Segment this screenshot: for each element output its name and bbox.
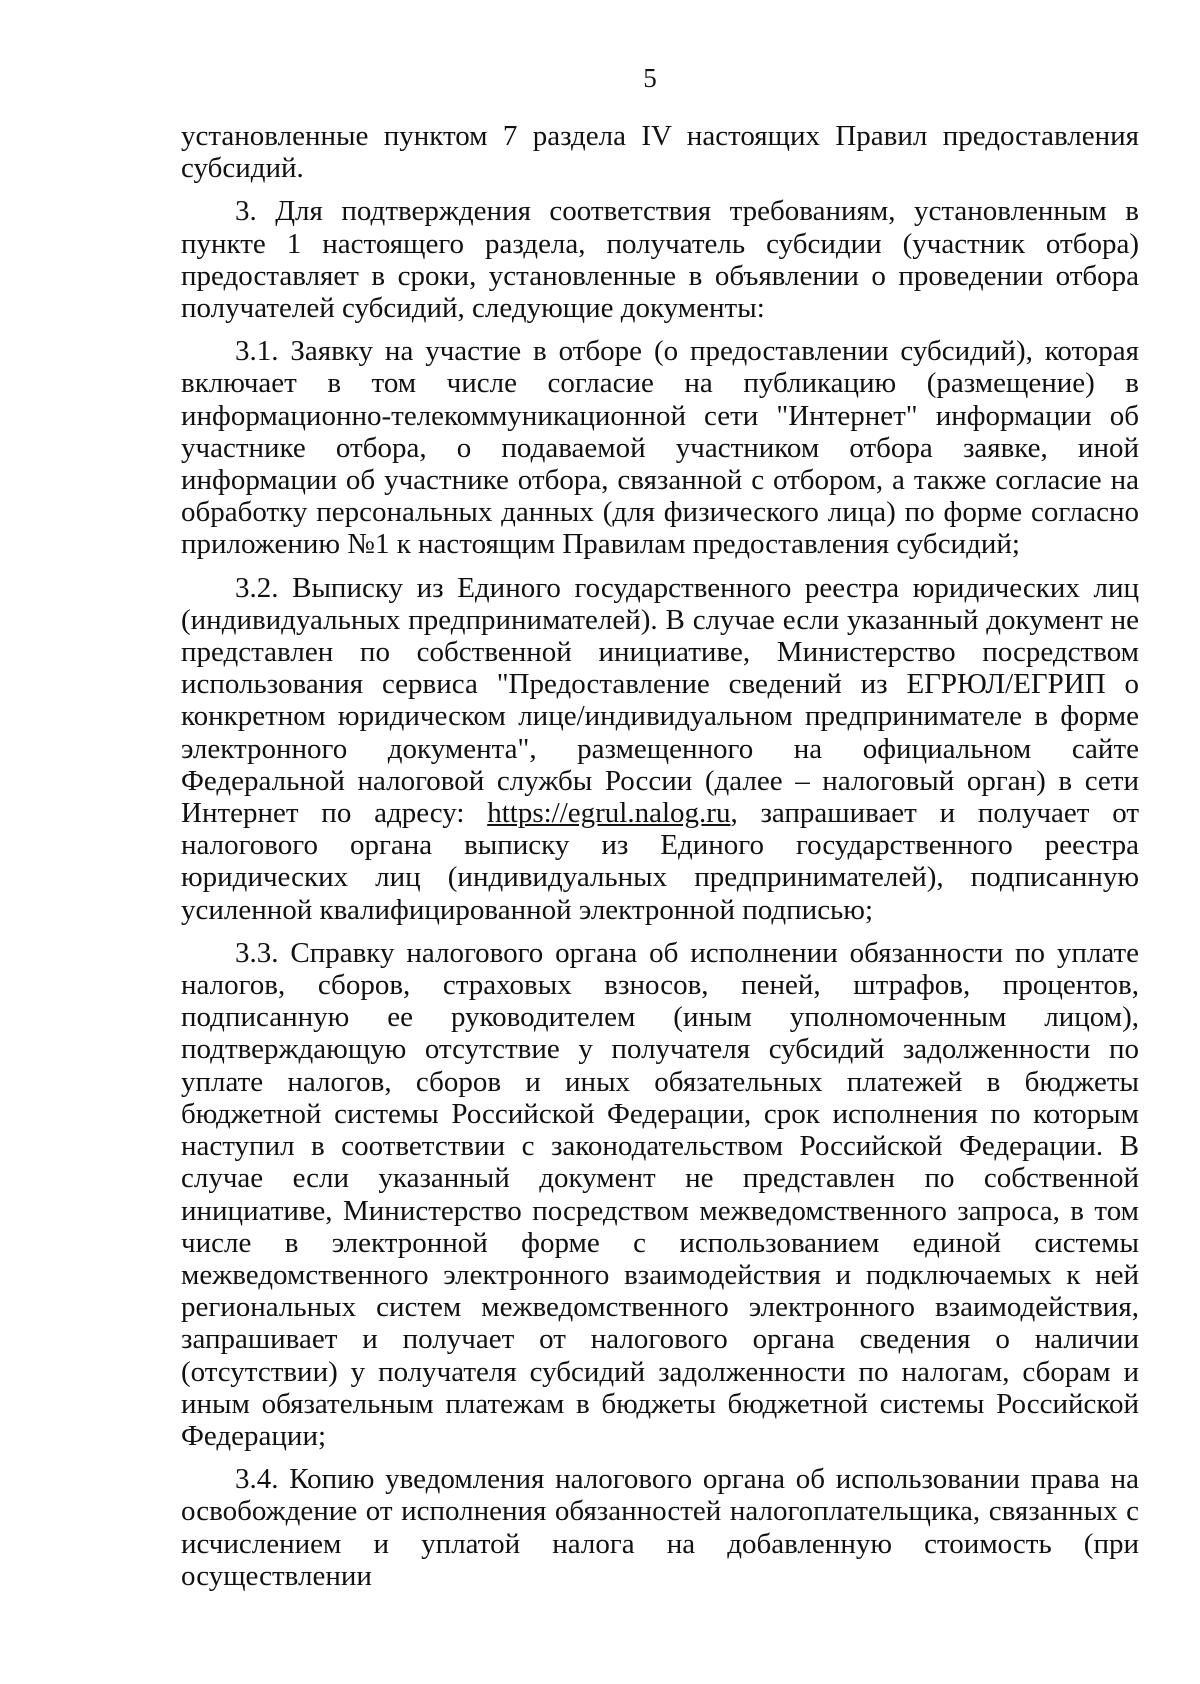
paragraph-item-3-2 <box>181 572 1139 926</box>
document-body <box>181 120 1139 1603</box>
paragraph-item-3-1: 3.1. Заявку на участие в отборе (о предоставлении субсидий), которая включает в том числе согласие на публикацию (размещение) в информационно-телекоммуникационной сети "Интернет" информации об участнике отбора, о подаваемой участником отбора заявке, иной информации об участнике отбора, связанной с отбором, а также согласие на обработку персональных данных (для физического лица) по форме согласно приложению №1 к настоящим Правилам предоставления субсидий; <box>181 335 1139 561</box>
paragraph-item-3-2-text-after: , запрашивает и получает от налогового органа выписку из Единого государственного реестра юридических лиц (индивидуальных предпринимателей), подписанную усиленной квалифицированной электронной подписью; <box>181 797 1139 926</box>
paragraph-item-3-3: 3.3. Справку налогового органа об исполнении обязанности по уплате налогов, сборов, страховых взносов, пеней, штрафов, процентов, подписанную ее руководителем (иным уполномоченным лицом), подтверждающую отсутствие у получателя субсидий задолженности по уплате налогов, сборов и иных обязательных платежей в бюджеты бюджетной системы Российской Федерации, срок исполнения по которым наступил в соответствии с законодательством Российской Федерации. В случае если указанный документ не представлен по собственной инициативе, Министерство посредством межведомственного запроса, в том числе в электронной форме с использованием единой системы межведомственного электронного взаимодействия и подключаемых к ней региональных систем межведомственного электронного взаимодействия, запрашивает и получает от налогового органа сведения о наличии (отсутствии) у получателя субсидий задолженности по налогам, сборам и иным обязательным платежам в бюджеты бюджетной системы Российской Федерации; <box>181 936 1139 1452</box>
paragraph-item-3-2-text-before: 3.2. Выписку из Единого государственного реестра юридических лиц (индивидуальных предпринимателей). В случае если указанный документ не представлен по собственной инициативе, Министерство посредством использования сервиса "Предоставление сведений из ЕГРЮЛ/ЕГРИП о конкретном юридическом лице/индивидуальном предпринимателе в форме электронного документа", размещенного на официальном сайте Федеральной налоговой службы России (далее – налоговый орган) в сети Интернет по адресу: <box>181 571 1139 830</box>
egrul-link[interactable]: https://egrul.nalog.ru <box>487 797 731 830</box>
paragraph-continuation: установленные пунктом 7 раздела IV настоящих Правил предоставления субсидий. <box>181 120 1139 185</box>
page-number: 5 <box>643 63 657 93</box>
paragraph-item-3-4: 3.4. Копию уведомления налогового органа об использовании права на освобождение от исполнения обязанностей налогоплательщика, связанных с исчислением и уплатой налога на добавленную стоимость (при осуществлении <box>181 1463 1139 1592</box>
paragraph-item-3: 3. Для подтверждения соответствия требованиям, установленным в пункте 1 настоящего раздела, получатель субсидии (участник отбора) предоставляет в сроки, установленные в объявлении о проведении отбора получателей субсидий, следующие документы: <box>181 195 1139 325</box>
